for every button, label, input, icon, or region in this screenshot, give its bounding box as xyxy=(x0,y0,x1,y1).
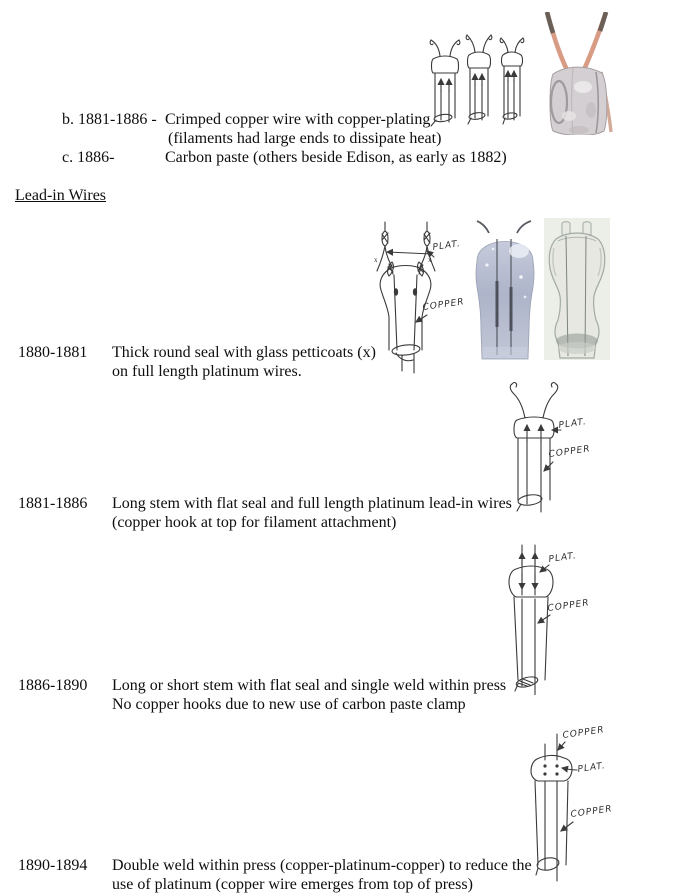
stem-drawing-1890-1894 xyxy=(528,718,628,883)
filament-item-c-desc1: Carbon paste (others beside Edison, as early as 1882) xyxy=(165,149,507,166)
timeline-years-1886-1890: 1886-1890 xyxy=(18,677,88,694)
round-seal-photo-pale xyxy=(544,218,610,360)
copper-top-label: COPPER xyxy=(562,725,606,741)
timeline-desc1-1890-1894: Double weld within press (copper-platinum-copper) to reduce the xyxy=(112,857,532,874)
plat-label: PLAT. xyxy=(548,551,578,565)
timeline-desc1-1886-1890: Long or short stem with flat seal and single weld within press xyxy=(112,677,507,694)
plat-label: PLAT. xyxy=(558,417,588,431)
filament-item-b-desc1: Crimped copper wire with copper-plating xyxy=(165,111,431,128)
timeline-desc2-1880-1881: on full length platinum wires. xyxy=(112,363,302,380)
timeline-years-1890-1894: 1890-1894 xyxy=(18,857,88,874)
filament-stems-trio-drawing xyxy=(428,28,528,130)
plat-label: PLAT. xyxy=(577,761,607,775)
copper-label: COPPER xyxy=(422,297,466,313)
copper-wire-press-photo xyxy=(543,12,613,135)
timeline-years-1881-1886: 1881-1886 xyxy=(18,495,88,512)
petticoat-x-left: x xyxy=(374,256,378,264)
section-heading: Lead-in Wires xyxy=(15,187,107,204)
copper-label: COPPER xyxy=(570,804,614,820)
filament-item-c-label: c. 1886- xyxy=(62,149,115,166)
stem-drawing-1886-1890 xyxy=(503,543,595,695)
stem-drawing-1880-1881 xyxy=(366,220,466,378)
petticoat-x-right: x xyxy=(428,256,432,264)
plat-label: PLAT. xyxy=(432,239,462,253)
timeline-desc2-1890-1894: use of platinum (copper wire emerges from top of press) xyxy=(112,876,473,893)
timeline-desc1-1881-1886: Long stem with flat seal and full length platinum lead-in wires xyxy=(112,495,512,512)
copper-label: COPPER xyxy=(547,598,591,614)
filament-item-b-desc2: (filaments had large ends to dissipate heat) xyxy=(168,130,442,147)
round-seal-photo-blue xyxy=(469,219,541,362)
timeline-years-1880-1881: 1880-1881 xyxy=(18,344,88,361)
stem-drawing-1881-1886 xyxy=(505,378,600,515)
filament-item-b-label: b. 1881-1886 - xyxy=(62,111,157,128)
timeline-desc1-1880-1881: Thick round seal with glass petticoats (x) xyxy=(112,344,376,361)
copper-label: COPPER xyxy=(548,444,592,460)
timeline-desc2-1881-1886: (copper hook at top for filament attachment) xyxy=(112,514,397,531)
timeline-desc2-1886-1890: No copper hooks due to new use of carbon paste clamp xyxy=(112,696,466,713)
